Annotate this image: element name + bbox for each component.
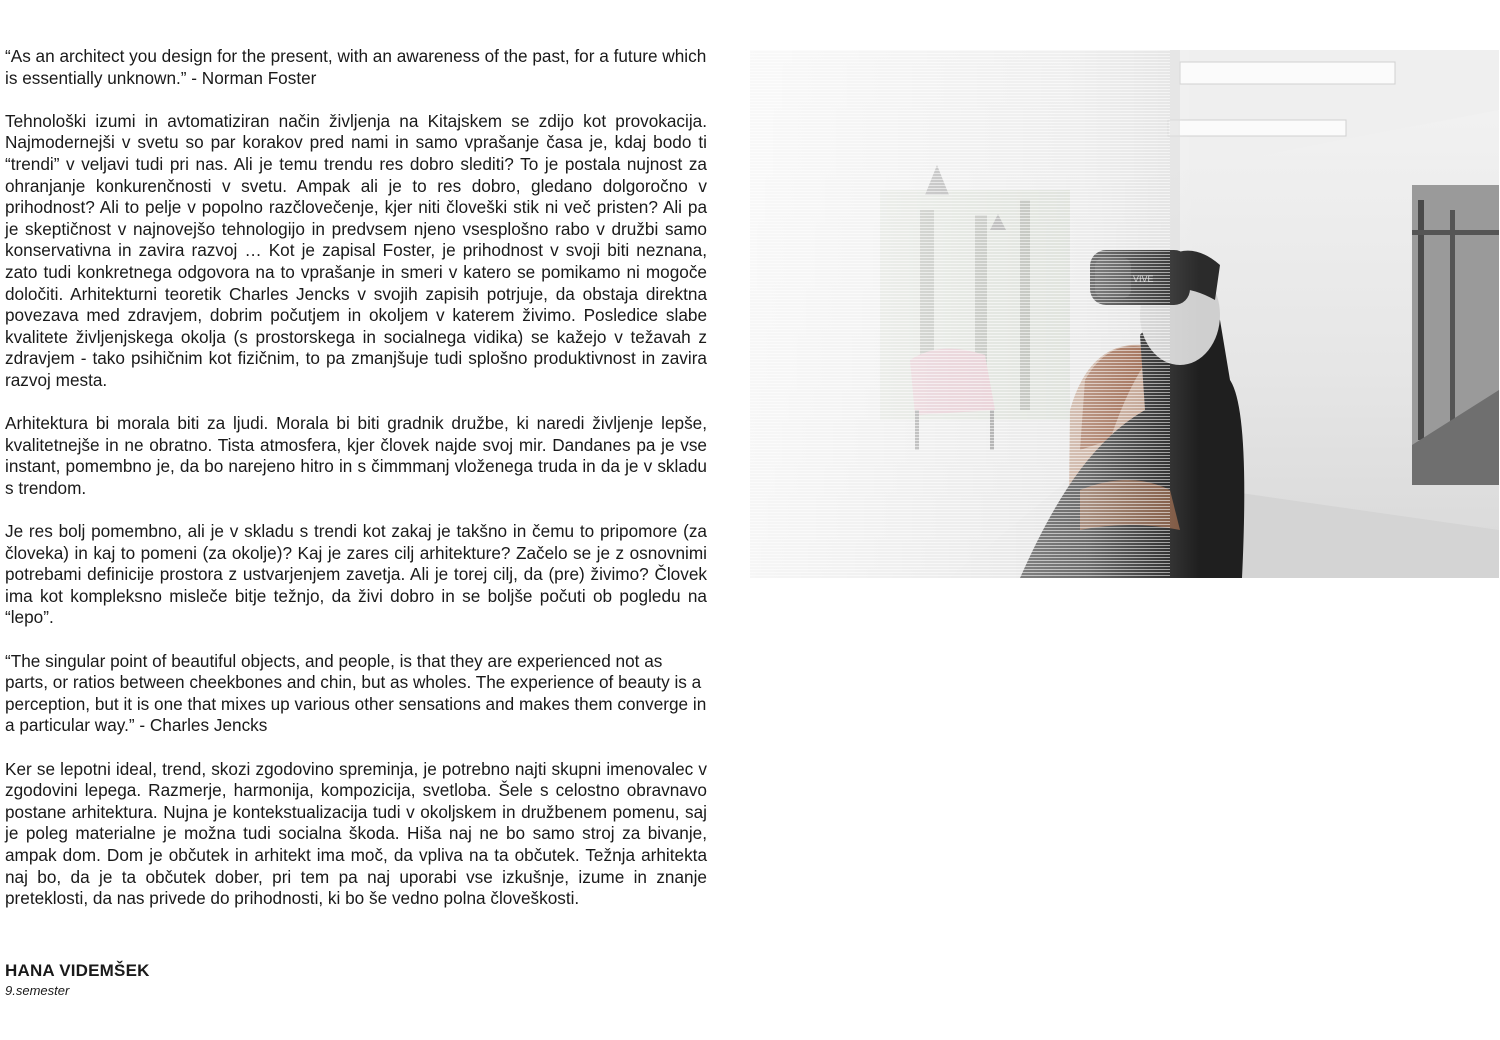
- vr-collage-image: [750, 50, 1499, 578]
- foster-quote: “As an architect you design for the present, with an awareness of the past, for a future which is essentially unknown.” - Norman Foster: [5, 46, 707, 88]
- collage-illustration: [750, 50, 1499, 578]
- author-name: HANA VIDEMŠEK: [5, 961, 150, 980]
- paragraph-beauty-ideal: Ker se lepotni ideal, trend, skozi zgodovino spreminja, je potrebno najti skupni imenovalec v zgodovini lepega. Razmerje, harmonija, kompozicija, svetloba. Šele s celostno obravnavo postane arhitektura. Nujna je kontekstualizacija tudi v okoljskem in družbenem pomenu, saj je poleg materialne je možna tudi socialna škoda. Hiša naj ne bo samo stroj za bivanje, ampak dom. Dom je občutek in arhitekt ima moč, da vpliva na ta občutek. Težnja arhitekta naj bo, da je ta občutek dober, pri tem pa naj uporabi vse izkušnje, izume in znanje preteklosti, da nas privede do prihodnosti, ki bo še vedno polna človeškosti.: [5, 758, 707, 909]
- jencks-quote: “The singular point of beautiful objects, and people, is that they are experienced not as parts, or ratios between cheekbones and chin, but as wholes. The experience of beauty is a perception, but it is one that mixes up various other sensations and makes them converge in a particular way.” - Charles Jencks: [5, 650, 707, 736]
- scanline-overlay: [750, 50, 1170, 578]
- paragraph-trends: Je res bolj pomembno, ali je v skladu s trendi kot zakaj je takšno in čemu to pripomore (za človeka) in kaj to pomeni (za okolje)? Kaj je zares cilj arhitekture? Začelo se je z osnovnimi potrebami definicije prostora z ustvarjenjem zavetja. Ali je torej cilj, da (pre) živimo? Človek ima kot kompleksno misleče bitje težnjo, da živi dobro in se boljše počuti ob pogledu na “lepo”.: [5, 521, 707, 628]
- paragraph-architecture-for-people: Arhitektura bi morala biti za ljudi. Morala bi biti gradnik družbe, ki naredi življenje lepše, kvalitetnejše in ne obratno. Tista atmosfera, kjer človek najde svoj mir. Dandanes pa je vse instant, pomembno je, da bo narejeno hitro in s čimmmanj vloženega truda in da je v skladu s trendom.: [5, 413, 707, 498]
- author-block: [5, 961, 150, 998]
- paragraph-technology: Tehnološki izumi in avtomatiziran način življenja na Kitajskem se zdijo kot provokacija. Najmodernejši v svetu so par korakov pred nami in samo vprašanje časa je, kdaj bodo ti “trendi” v veljavi tudi pri nas. Ali je temu trendu res dobro slediti? To je postala nujnost za ohranjanje konkurenčnosti v svetu. Ampak ali je to res dobro, gledano dolgoročno v prihodnost? Ali to pelje v popolno razčlovečenje, kjer niti človeški stik ni več pristen? Ali pa je skeptičnost v najnovejšo tehnologijo in predvsem njeno vsesplošno rabo v družbi samo konservativna in zavira razvoj … Kot je zapisal Foster, je prihodnost v svoji biti neznana, zato tudi konkretnega odgovora na to vprašanje in smeri v katero se pomikamo ni mogoče določiti. Arhitekturni teoretik Charles Jencks v svojih zapisih potrjuje, da obstaja direktna povezava med zdravjem, dobrim počutjem in okoljem v katerem živimo. Posledice slabe kvalitete življenjskega okolja (s prostorskega in socialnega vidika) se kažejo v težavah z zdravjem - tako psihičnim kot fizičnim, to pa zmanjšuje tudi splošno produktivnost in zavira razvoj mesta.: [5, 110, 707, 390]
- author-semester: 9.semester: [5, 983, 70, 998]
- article-body: [5, 46, 707, 931]
